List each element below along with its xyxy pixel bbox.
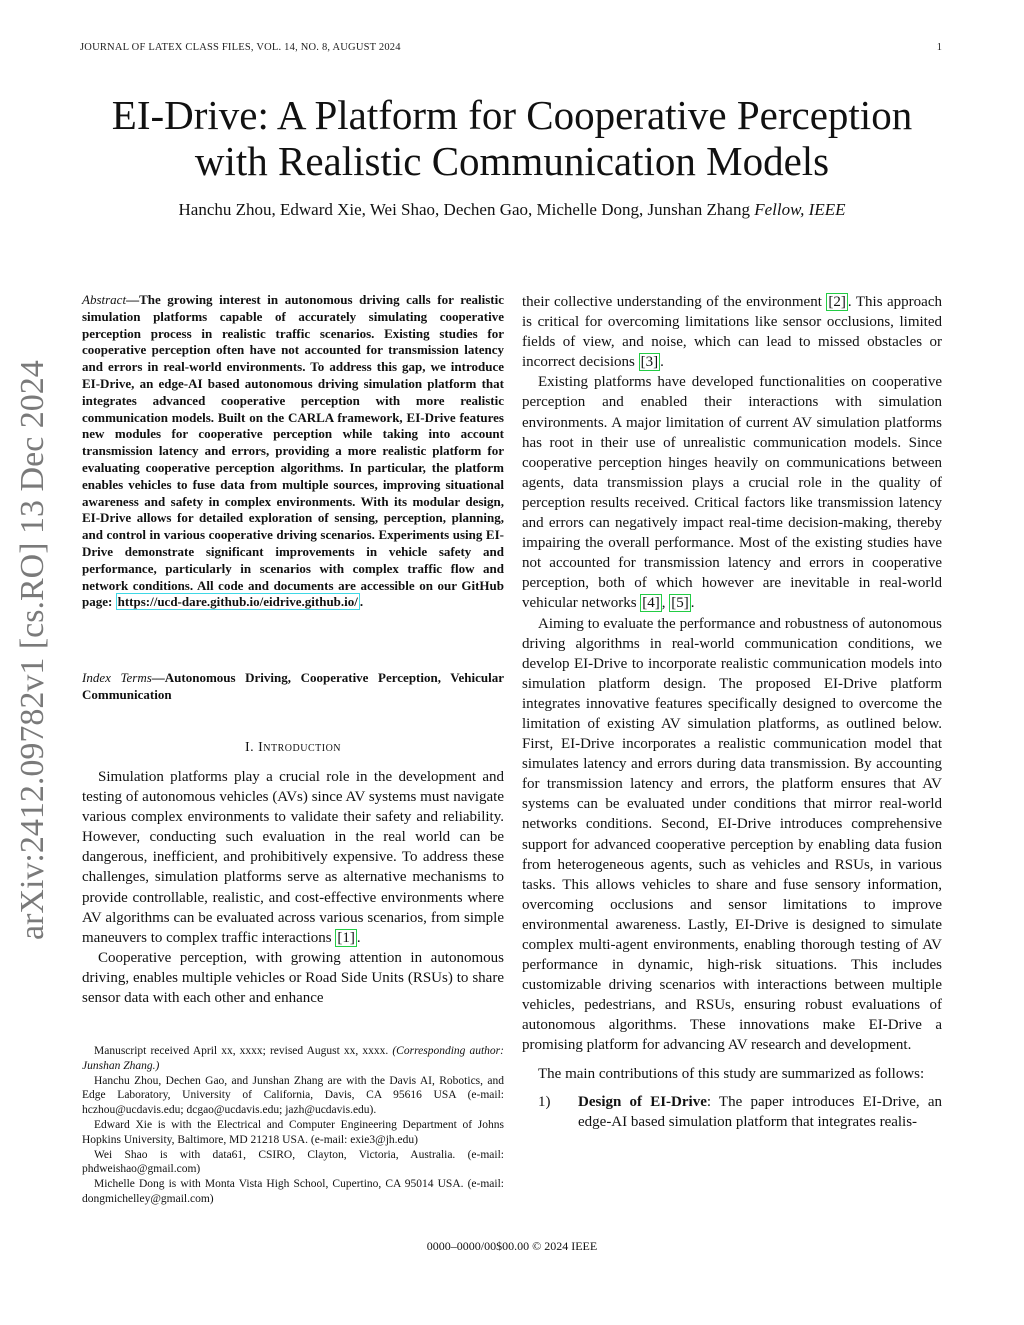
footnotes <box>82 1044 504 1207</box>
intro-paragraph-3 <box>522 292 942 372</box>
citation-separator: , <box>661 595 670 612</box>
abstract-text: —The growing interest in autonomous driving calls for realistic simulation platforms capable of accurately simulating cooperative perception process in realistic traffic scenarios. Existing studies for cooperative perception often have not accounted for transmission latency and errors in real-world environments. To address this gap, we introduce EI-Drive, an edge-AI based autonomous driving simulation platform that integrates advanced cooperative perception with more realistic communication models. Built on the CARLA framework, EI-Drive features new modules for cooperative perception while taking into account transmission latency and errors, providing a more realistic platform for evaluating cooperative perception algorithms. In particular, the platform enables vehicles to fuse data from multiple sources, improving situational awareness and safety in complex environments. With its modular design, EI-Drive allows for detailed exploration of sensing, perception, planning, and control in various cooperative driving scenarios. Experiments using EI-Drive demonstrate significant improvements in vehicle safety and performance, particularly in scenarios with complex traffic flow and network conditions. All code and documents are accessible on our GitHub page: <box>82 292 504 610</box>
paragraph-text: . This approach is critical for overcoming limitations like sensor occlusions, limited fields of view, and noise, which can lead to missed obstacles or incorrect decisions <box>522 294 942 371</box>
author-names: Hanchu Zhou, Edward Xie, Wei Shao, Dechen Gao, Michelle Dong, Junshan Zhang <box>178 200 755 219</box>
corresponding-author: (Corresponding author: Junshan Zhang.) <box>82 1045 504 1072</box>
footnote-text: Manuscript received April xx, xxxx; revised August xx, xxxx. <box>94 1045 393 1057</box>
intro-paragraph-2: Cooperative perception, with growing attention in autonomous driving, enables multiple vehicles or Road Side Units (RSUs) to share sensor data with each other and enhance <box>82 949 504 1007</box>
right-column-body <box>522 292 942 1132</box>
running-head: JOURNAL OF LATEX CLASS FILES, VOL. 14, NO. 8, AUGUST 2024 <box>80 42 401 53</box>
paragraph-text: Existing platforms have developed functionalities on cooperative perception and enabled their interactions with simulation environments. A major limitation of current AV simulation platforms has root in their use of unrealistic communication models. Since cooperative perception hinges heavily on communications between agents, data transmission plays a crucial role in the quality of perception results received. Critical factors like transmission latency and errors can negatively impact real-time decision-making, thereby impairing the overall performance. Most of the existing studies have not accounted for transmission latency and errors in cooperative perception, both of which however are inevitable in real-world vehicular networks <box>522 374 942 612</box>
section-heading-introduction <box>82 740 504 756</box>
paragraph-end: . <box>660 354 664 371</box>
contribution-title: Design of EI-Drive <box>578 1093 707 1110</box>
intro-paragraph-6: The main contributions of this study are summarized as follows: <box>538 1065 925 1082</box>
intro-paragraph-5: Aiming to evaluate the performance and robustness of autonomous driving algorithms in real-world communication conditions, we develop EI-Drive to incorporate realistic communication models into simulation platform design. The proposed EI-Drive platform integrates innovative features specifically designed to overcome the limitation of existing AV simulation platforms, as outlined below. First, EI-Drive incorporates a realistic communication model that simulates latency and errors during data transmission. By accounting for transmission latency and errors, the platform ensures that AV systems can be evaluated under conditions that mirror real-world networks conditions. Second, EI-Drive introduces comprehensive support for advanced cooperative perception by enabling data fusion from heterogeneous agents, such as vehicles and RSUs, in various tasks. This allows vehicles to share and fuse sensory information, overcoming occlusions and sensor limitations to improve environmental awareness. Lastly, EI-Drive is designed to simulate complex multi-agent environments, enabling thorough testing of AV performance in dynamic, high-risk situations. This includes customizable driving scenarios with interactions between multiple vehicles, pedestrians, and RSUs, ensuring robust evaluations of autonomous algorithms. These innovations make EI-Drive a promising platform for advancing AV research and development. <box>522 615 942 1054</box>
paragraph-end: . <box>690 595 695 612</box>
abstract-label: Abstract <box>82 292 127 307</box>
intro-paragraph-1 <box>82 767 504 948</box>
section-title: Introduction <box>258 740 342 755</box>
author-list <box>0 200 1024 220</box>
index-terms <box>82 670 504 704</box>
footnote-manuscript <box>82 1044 504 1074</box>
intro-paragraph-4 <box>522 372 942 613</box>
citation-link[interactable]: [5] <box>671 595 689 612</box>
citation-link[interactable]: [2] <box>828 294 846 310</box>
contribution-body <box>578 1092 942 1132</box>
paragraph-text: Simulation platforms play a crucial role in the development and testing of autonomous vehicles (AVs) since AV systems must navigate various complex environments to validate their safety and reliability. However, conducting such evaluation in the real world can be dangerous, inefficient, and prohibitively expensive. To address these challenges, simulation platforms serve as alternative mechanisms to provide controllable, realistic, and cost-effective environments where AV algorithms can be evaluated across various scenarios, from simple maneuvers to complex traffic interactions <box>82 769 504 946</box>
title-line-1: EI-Drive: A Platform for Cooperative Perception <box>111 92 913 138</box>
abstract <box>82 292 504 611</box>
contribution-item-1 <box>522 1092 942 1132</box>
footnote-affiliation-4: Michelle Dong is with Monta Vista High School, Cupertino, CA 95014 USA. (e-mail: dongmichelley@gmail.com) <box>82 1178 504 1205</box>
left-column-body <box>82 767 504 1008</box>
footnote-affiliation-2: Edward Xie is with the Electrical and Computer Engineering Department of Johns Hopkins University, Baltimore, MD 21218 USA. (e-mail: exie3@jh.edu) <box>82 1118 504 1146</box>
section-numeral: I. <box>244 740 259 755</box>
footnote-affiliation-3: Wei Shao is with data61, CSIRO, Clayton, Victoria, Australia. (e-mail: phdweishao@gmail.com) <box>82 1148 504 1176</box>
footnote-affiliation-1: Hanchu Zhou, Dechen Gao, and Junshan Zhang are with the Davis AI, Robotics, and Edge Laboratory, University of California, Davis, CA 95616 USA (e-mail: hczhou@ucdavis.edu; dcgao@ucdavis.edu; jazh@ucdavis.edu). <box>82 1074 504 1117</box>
citation-link[interactable]: [1] <box>337 929 355 946</box>
paragraph-text: their collective understanding of the environment <box>522 294 827 310</box>
author-grade: Fellow, IEEE <box>754 200 846 219</box>
copyright-footer: 0000–0000/00$00.00 © 2024 IEEE <box>426 1239 598 1253</box>
index-terms-label: Index Terms <box>82 670 152 685</box>
page-number: 1 <box>936 42 942 53</box>
citation-link[interactable]: [4] <box>642 595 660 612</box>
github-link[interactable]: https://ucd-dare.github.io/eidrive.github.io/ <box>117 594 358 610</box>
title-line-2: with Realistic Communication Models <box>194 138 830 184</box>
paper-title <box>0 92 1024 184</box>
contribution-text: : The paper introduces EI-Drive, an edge-AI based simulation platform that integrates realis- <box>578 1093 942 1130</box>
arxiv-stamp: arXiv:2412.09782v1 [cs.RO] 13 Dec 2024 <box>14 360 51 940</box>
abstract-end: . <box>359 594 364 610</box>
paragraph-end: . <box>356 929 361 946</box>
contribution-number: 1) <box>538 1093 551 1110</box>
index-terms-text: —Autonomous Driving, Cooperative Perception, Vehicular Communication <box>82 670 504 702</box>
citation-link[interactable]: [3] <box>640 354 659 371</box>
